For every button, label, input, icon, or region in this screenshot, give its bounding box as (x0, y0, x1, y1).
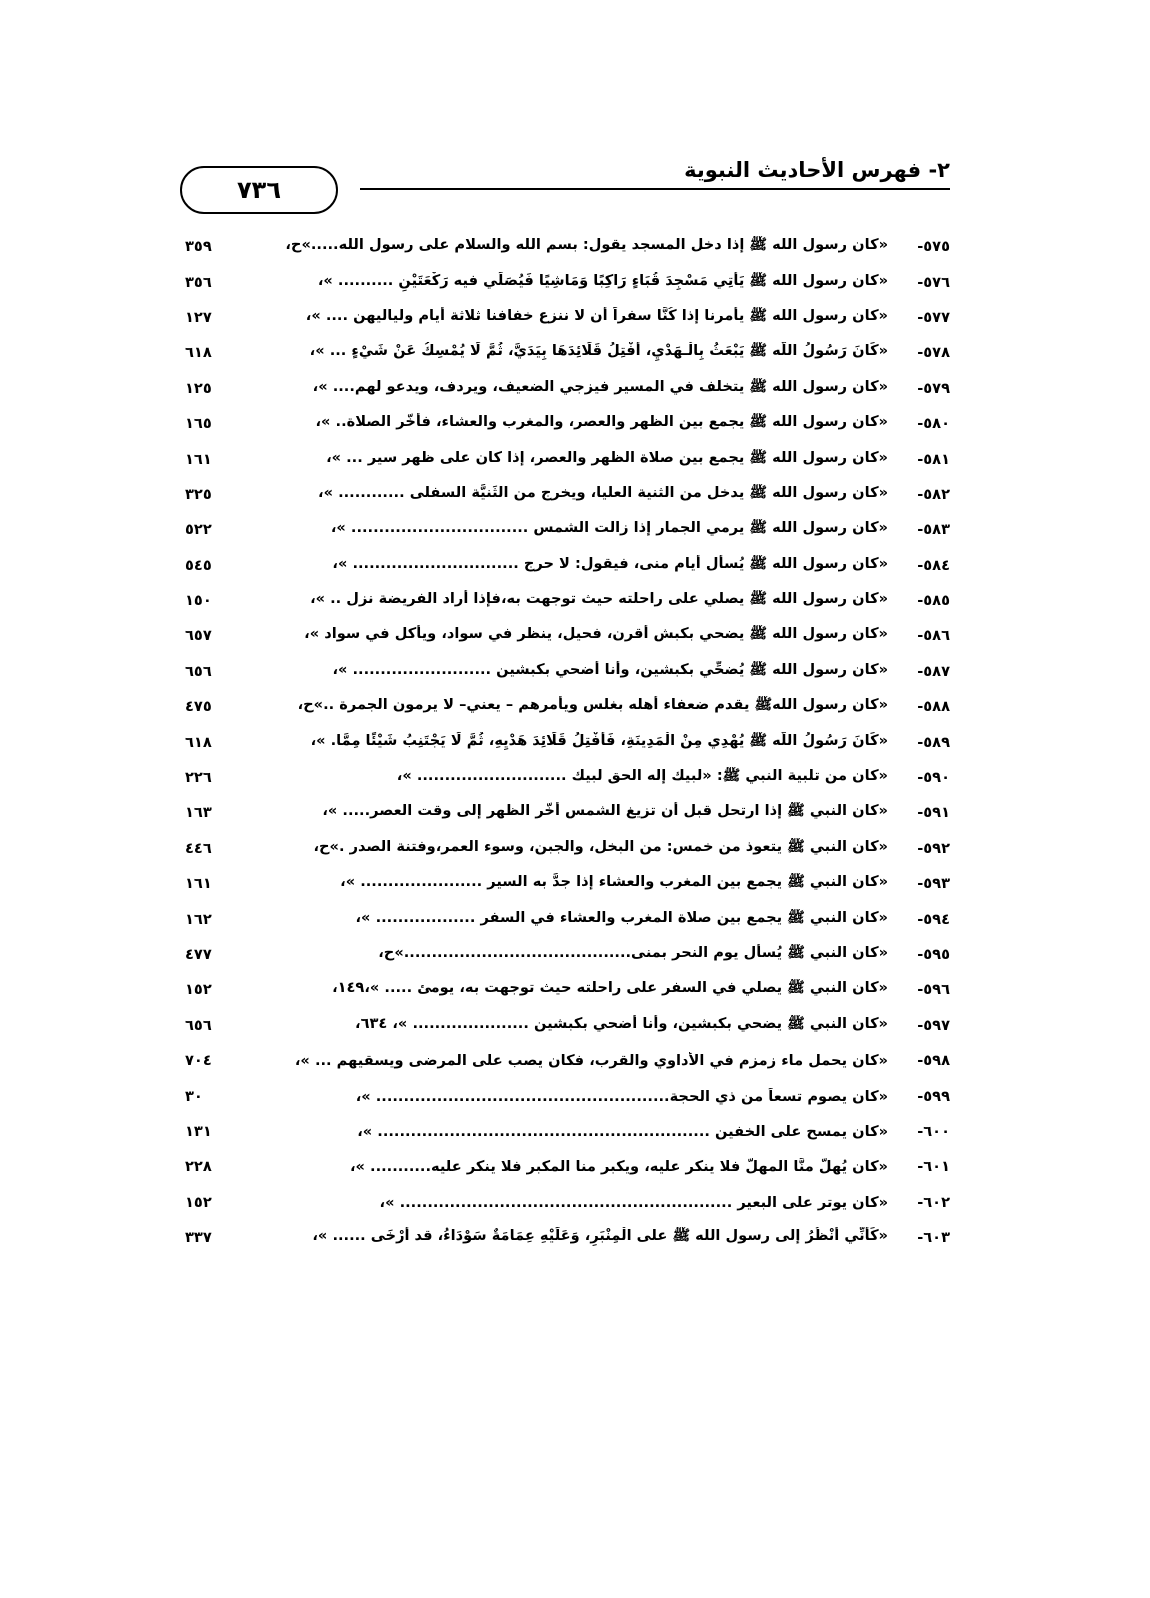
hadith-text: «كان يُهلُّ منَّا المهلُّ فلا ينكر عليه، ويكبر منا المكبر فلا ينكر عليه........... »، (349, 1158, 888, 1176)
entry-number: ٥٩٦- (917, 981, 950, 999)
page-reference: ١٦٥ (185, 415, 212, 433)
page-reference: ٦١٨ (185, 344, 212, 362)
entry-number: ٥٨٤- (917, 556, 950, 574)
hadith-text: «كان رسول الله ﷺ يجمع بين صلاة الظهر والعصر، إذا كان على ظهر سير ... »، (326, 448, 888, 466)
entry-number: ٥٨٥- (917, 592, 950, 610)
hadith-text: «كان رسول الله ﷺ يصلي على راحلته حيث توجهت به،فإذا أراد الفريضة نزل .. »، (310, 590, 888, 608)
page-reference: ٣٥٩ (185, 238, 212, 256)
entry-number: ٥٨٨- (917, 698, 950, 716)
hadith-text: «كان النبي ﷺ إذا ارتحل قبل أن تزيغ الشمس أخّر الظهر إلى وقت العصر..... »، (322, 802, 888, 820)
entry-number: ٥٩٧- (917, 1016, 950, 1034)
hadith-text: «كان رسول الله ﷺ إذا دخل المسجد يقول: بسم الله والسلام على رسول الله.....»ح، (285, 236, 888, 254)
index-entry (185, 689, 950, 724)
entry-number: ٥٨٩- (917, 733, 950, 751)
page-reference: ٤٧٥ (185, 698, 212, 716)
hadith-index-list (185, 229, 950, 1255)
entry-number: ٥٩٣- (917, 875, 950, 893)
hadith-text: «كان النبي ﷺ يجمع بين صلاة المغرب والعشاء في السفر .................. »، (355, 908, 888, 926)
index-entry (185, 901, 950, 936)
page-reference: ١٦١ (185, 450, 212, 468)
page-reference: ١٢٧ (185, 308, 212, 326)
hadith-text: «كان رسول الله ﷺ يُسأل أيام منى، فيقول: لا حرج .............................. »، (332, 554, 888, 572)
index-entry (185, 441, 950, 476)
page-reference: ١٦١ (185, 875, 212, 893)
page-reference: ٣٠ (185, 1087, 203, 1105)
entry-number: ٥٨٦- (917, 627, 950, 645)
page-reference: ٤٧٧ (185, 946, 212, 963)
hadith-text: «كان رسول الله ﷺ يأمرنا إذا كُنَّا سفراً أن لا ننزع خفافنا ثلاثة أيام ولياليهن .... »، (305, 306, 888, 324)
page-header (170, 150, 950, 210)
page-reference: ٦٥٧ (185, 627, 212, 645)
page-reference: ٢٢٦ (185, 769, 212, 787)
page-reference: ٣٢٥ (185, 485, 212, 503)
hadith-text: «كان رسول الله ﷺ يتخلف في المسير فيزجي الضعيف، ويردف، ويدعو لهم.... »، (312, 377, 888, 395)
entry-number: ٥٧٨- (917, 344, 950, 362)
entry-number: ٥٩٩- (917, 1087, 950, 1105)
page-reference: ١٥٢ (185, 1193, 212, 1211)
index-entry (185, 1185, 950, 1220)
hadith-text: «كان يحمل ماء زمزم في الأداوي والقرب، فكان يصب على المرضى ويسقيهم ... »، (294, 1052, 888, 1070)
page-reference: ٢٢٨ (185, 1158, 212, 1176)
index-entry (185, 512, 950, 547)
entry-number: ٥٨٣- (917, 521, 950, 539)
hadith-text: «كان رسول الله ﷺ يرمي الجمار إذا زالت الشمس ................................ »، (330, 519, 888, 537)
hadith-text: «كان رسول الله ﷺ يجمع بين الظهر والعصر، والمغرب والعشاء، فأخّر الصلاة.. »، (315, 413, 888, 431)
hadith-text: «كان رسول الله ﷺ يُضحِّي بكبشين، وأنا أضحي بكبشين ......................... »، (332, 660, 888, 678)
page-number-badge: ٧٣٦ (180, 166, 338, 214)
entry-number: ٥٨٢- (917, 485, 950, 503)
hadith-text: «كان النبي ﷺ يتعوذ من خمس: من البخل، والجبن، وسوء العمر،وفتنة الصدر .»ح، (313, 837, 888, 855)
page-reference: ٥٢٢ (185, 521, 212, 539)
index-entry (185, 1220, 950, 1255)
entry-number: ٦٠٣- (917, 1229, 950, 1247)
index-entry (185, 972, 950, 1007)
entry-number: ٦٠٢- (917, 1193, 950, 1211)
index-entry (185, 406, 950, 441)
entry-number: ٥٩١- (917, 804, 950, 822)
page-reference: ١٥٢ (185, 981, 212, 999)
index-entry (185, 264, 950, 299)
page-reference: ١٢٥ (185, 379, 212, 397)
hadith-text: «كَأَنِّي أَنْظُرُ إلى رسول الله ﷺ على الْمِنْبَرِ، وَعَلَيْهِ عِمَامَةٌ سَوْدَاءُ، قد أَرْخَى ...... »، (312, 1227, 888, 1245)
entry-number: ٥٩٥- (917, 946, 950, 963)
hadith-text: «كان يصوم تسعاً من ذي الحجة..................................................... »، (355, 1087, 888, 1105)
entry-number: ٥٩٤- (917, 910, 950, 928)
hadith-text: «كان رسول الله ﷺ يدخل من الثنية العليا، ويخرج من الثَنيَّة السفلى ............ »، (318, 483, 888, 501)
index-entry (185, 1149, 950, 1184)
entry-number: ٥٧٥- (917, 238, 950, 256)
entry-number: ٥٩٨- (917, 1052, 950, 1070)
page-reference: ١٦٢ (185, 910, 212, 928)
page-reference: ١٥٠ (185, 592, 212, 610)
index-entry (185, 548, 950, 583)
index-entry (185, 229, 950, 264)
page-reference: ٤٤٦ (185, 839, 212, 857)
hadith-text: «كان يمسح على الخفين ............................................................ »، (357, 1122, 888, 1140)
hadith-text: «كان النبي ﷺ يضحي بكبشين، وأنا أضحي بكبشين ..................... »، ٦٣٤، (355, 1014, 888, 1032)
hadith-text: «كان من تلبية النبي ﷺ: «لبيك إله الحق لبيك ........................... »، (396, 767, 888, 785)
index-entry (185, 760, 950, 795)
entry-number: ٥٩٢- (917, 839, 950, 857)
index-entry (185, 1008, 950, 1043)
hadith-text: «كان رسول اللهﷺ يقدم ضعفاء أهله بغلس ويأمرهم – يعني– لا يرمون الجمرة ..»ح، (297, 696, 888, 714)
index-entry (185, 831, 950, 866)
page-reference: ٣٥٦ (185, 273, 212, 291)
entry-number: ٦٠١- (917, 1158, 950, 1176)
index-entry (185, 795, 950, 830)
entry-number: ٥٧٩- (917, 379, 950, 397)
index-entry (185, 1078, 950, 1113)
index-entry (185, 1114, 950, 1149)
hadith-text: «كان النبي ﷺ يُسأل يوم النحر بمنى.........................................»ح، (378, 944, 888, 961)
index-entry (185, 618, 950, 653)
entry-number: ٥٨٠- (917, 415, 950, 433)
hadith-text: «كان رسول الله ﷺ يَأْتِي مَسْجِدَ قُبَاءٍ رَاكِبًا وَمَاشِيًا فَيُصَلِّي فيه رَكْعَتَيْنِ .......... »، (317, 271, 888, 289)
index-entry (185, 371, 950, 406)
entry-number: ٦٠٠- (917, 1122, 950, 1140)
page-reference: ١٦٣ (185, 804, 212, 822)
page-reference: ٧٠٤ (185, 1052, 212, 1070)
entry-number: ٥٨١- (917, 450, 950, 468)
page-reference: ٦٥٦ (185, 662, 212, 680)
index-entry (185, 866, 950, 901)
index-entry (185, 724, 950, 759)
page-reference: ٦١٨ (185, 733, 212, 751)
hadith-text: «كان النبي ﷺ يجمع بين المغرب والعشاء إذا جدَّ به السير ...................... »، (340, 873, 888, 891)
index-entry (185, 300, 950, 335)
hadith-text: «كان يوتر على البعير ............................................................ »، (379, 1193, 888, 1211)
page-reference: ٦٥٦ (185, 1016, 212, 1034)
hadith-text: «كَانَ رَسُولُ اللَّه ﷺ يَبْعَثُ بِالْـهَدْيِ، أَفْتِلُ قَلَائِدَهَا بِيَدَيَّ، ثُمَّ لَا يُمْسِكُ عَنْ شَيْءٍ ... »، (309, 342, 888, 360)
index-entry (185, 937, 950, 972)
header-divider (360, 188, 950, 190)
page-reference: ١٣١ (185, 1122, 212, 1140)
page-reference: ٣٣٧ (185, 1229, 212, 1247)
hadith-text: «كَانَ رَسُولُ اللَّه ﷺ يُهْدِي مِنْ الْمَدِينَةِ، فَأَفْتِلُ قَلَائِدَ هَدْيِهِ، ثُمَّ لَا يَجْتَنِبُ شَيْئًا مِمَّا. »، (310, 731, 888, 749)
entry-number: ٥٨٧- (917, 662, 950, 680)
hadith-text: «كان رسول الله ﷺ يضحي بكبش أقرن، فحيل، ينظر في سواد، ويأكل في سواد »، (304, 625, 888, 643)
hadith-text: «كان النبي ﷺ يصلي في السفر على راحلته حيث توجهت به، يومئ ..... »،١٤٩، (332, 979, 888, 997)
entry-number: ٥٩٠- (917, 769, 950, 787)
index-entry (185, 477, 950, 512)
section-title: ٢- فهرس الأحاديث النبوية (684, 158, 950, 182)
page-reference: ٥٤٥ (185, 556, 212, 574)
index-entry (185, 654, 950, 689)
index-entry (185, 335, 950, 370)
index-entry (185, 1043, 950, 1078)
entry-number: ٥٧٦- (917, 273, 950, 291)
index-entry (185, 583, 950, 618)
entry-number: ٥٧٧- (917, 308, 950, 326)
